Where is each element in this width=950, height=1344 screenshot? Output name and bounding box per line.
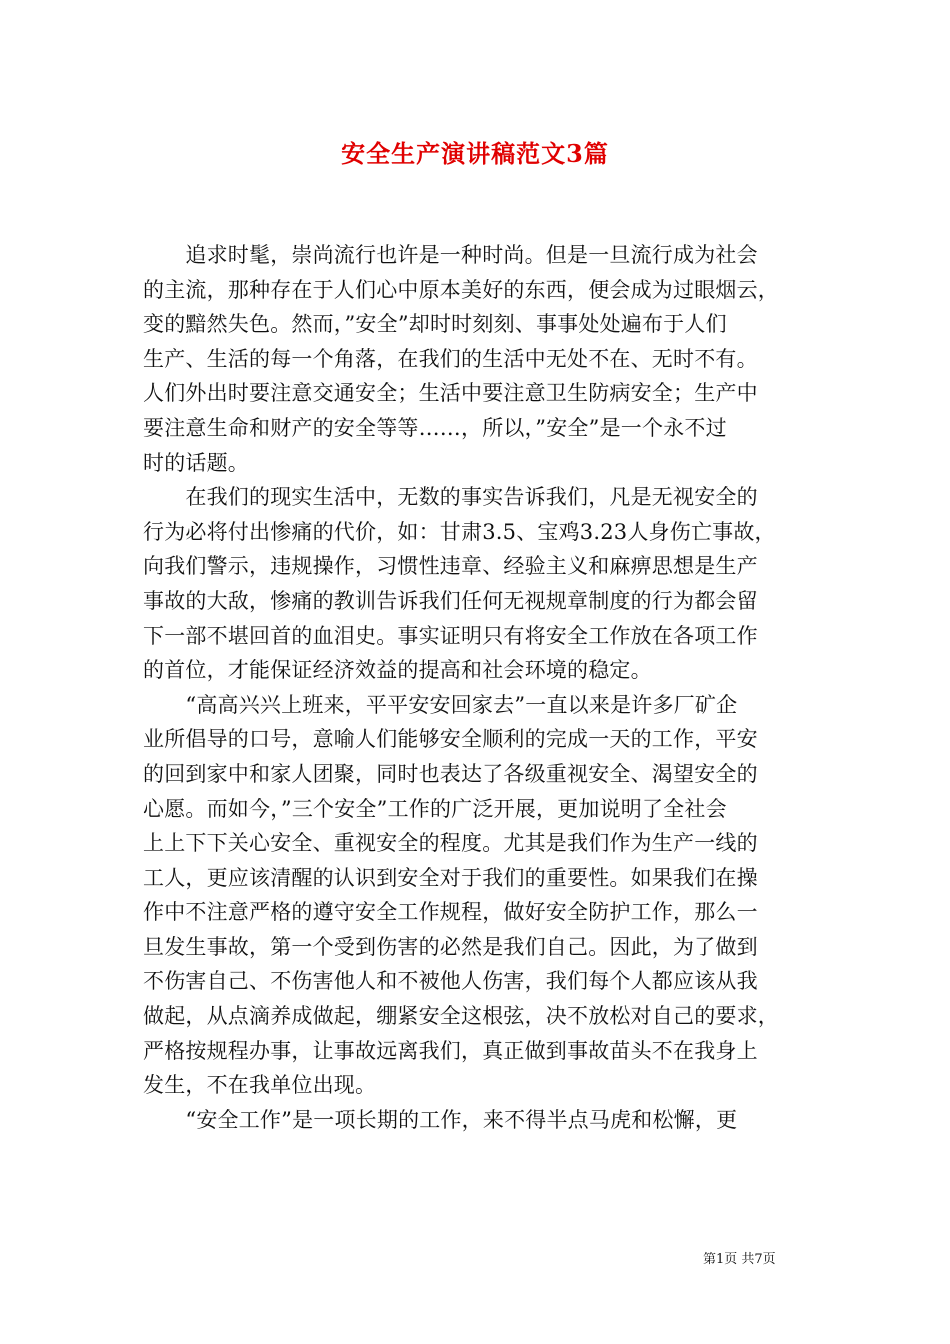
- body-line: 变的黯然失色。然而，”安全”却时时刻刻、事事处处遍布于人们: [143, 312, 727, 337]
- body-line: 时的话题。: [143, 450, 249, 475]
- body-line: 人们外出时要注意交通安全；生活中要注意卫生防病安全；生产中: [143, 381, 758, 406]
- body-line: 心愿。而如今，”三个安全”工作的广泛开展，更加说明了全社会: [143, 796, 727, 821]
- body-line: 下一部不堪回首的血泪史。事实证明只有将安全工作放在各项工作: [143, 623, 758, 648]
- body-line: 做起，从点滴养成做起，绷紧安全这根弦，决不放松对自己的要求，: [143, 1004, 779, 1029]
- body-line: 严格按规程办事，让事故远离我们，真正做到事故苗头不在我身上: [143, 1038, 758, 1063]
- body-line: 发生，不在我单位出现。: [143, 1073, 377, 1098]
- page-number-footer: 第1页 共7页: [703, 1252, 776, 1267]
- body-line: 向我们警示，违规操作，习惯性违章、经验主义和麻痹思想是生产: [143, 554, 758, 579]
- body-line: 的回到家中和家人团聚，同时也表达了各级重视安全、渴望安全的: [143, 761, 758, 786]
- body-line: 不伤害自己、不伤害他人和不被他人伤害，我们每个人都应该从我: [143, 969, 758, 994]
- body-line: 的主流，那种存在于人们心中原本美好的东西，便会成为过眼烟云，: [143, 277, 779, 302]
- document-body: [143, 238, 810, 1137]
- body-line: 作中不注意严格的遵守安全工作规程，做好安全防护工作，那么一: [143, 900, 758, 925]
- body-line: 事故的大敌，惨痛的教训告诉我们任何无视规章制度的行为都会留: [143, 588, 758, 613]
- body-line: 生产、生活的每一个角落，在我们的生活中无处不在、无时不有。: [143, 346, 758, 371]
- body-line: 旦发生事故，第一个受到伤害的必然是我们自己。因此，为了做到: [143, 934, 758, 959]
- body-line: “高高兴兴上班来，平平安安回家去”一直以来是许多厂矿企: [143, 692, 738, 717]
- body-line: 要注意生命和财产的安全等等……，所以，”安全”是一个永不过: [143, 415, 727, 440]
- body-line: “安全工作”是一项长期的工作，来不得半点马虎和松懈，更: [143, 1107, 738, 1132]
- body-line: 工人，更应该清醒的认识到安全对于我们的重要性。如果我们在操: [143, 865, 758, 890]
- document-title: 安全生产演讲稿范文3篇: [341, 139, 609, 168]
- body-line: 的首位，才能保证经济效益的提高和社会环境的稳定。: [143, 658, 652, 683]
- body-line: 业所倡导的口号，意喻人们能够安全顺利的完成一天的工作，平安: [143, 727, 758, 752]
- body-line: 上上下下关心安全、重视安全的程度。尤其是我们作为生产一线的: [143, 831, 758, 856]
- body-line: 行为必将付出惨痛的代价，如：甘肃3.5、宝鸡3.23人身伤亡事故，: [143, 519, 776, 544]
- body-line: 追求时髦，崇尚流行也许是一种时尚。但是一旦流行成为社会: [143, 243, 758, 267]
- body-line: 在我们的现实生活中，无数的事实告诉我们，凡是无视安全的: [143, 485, 758, 510]
